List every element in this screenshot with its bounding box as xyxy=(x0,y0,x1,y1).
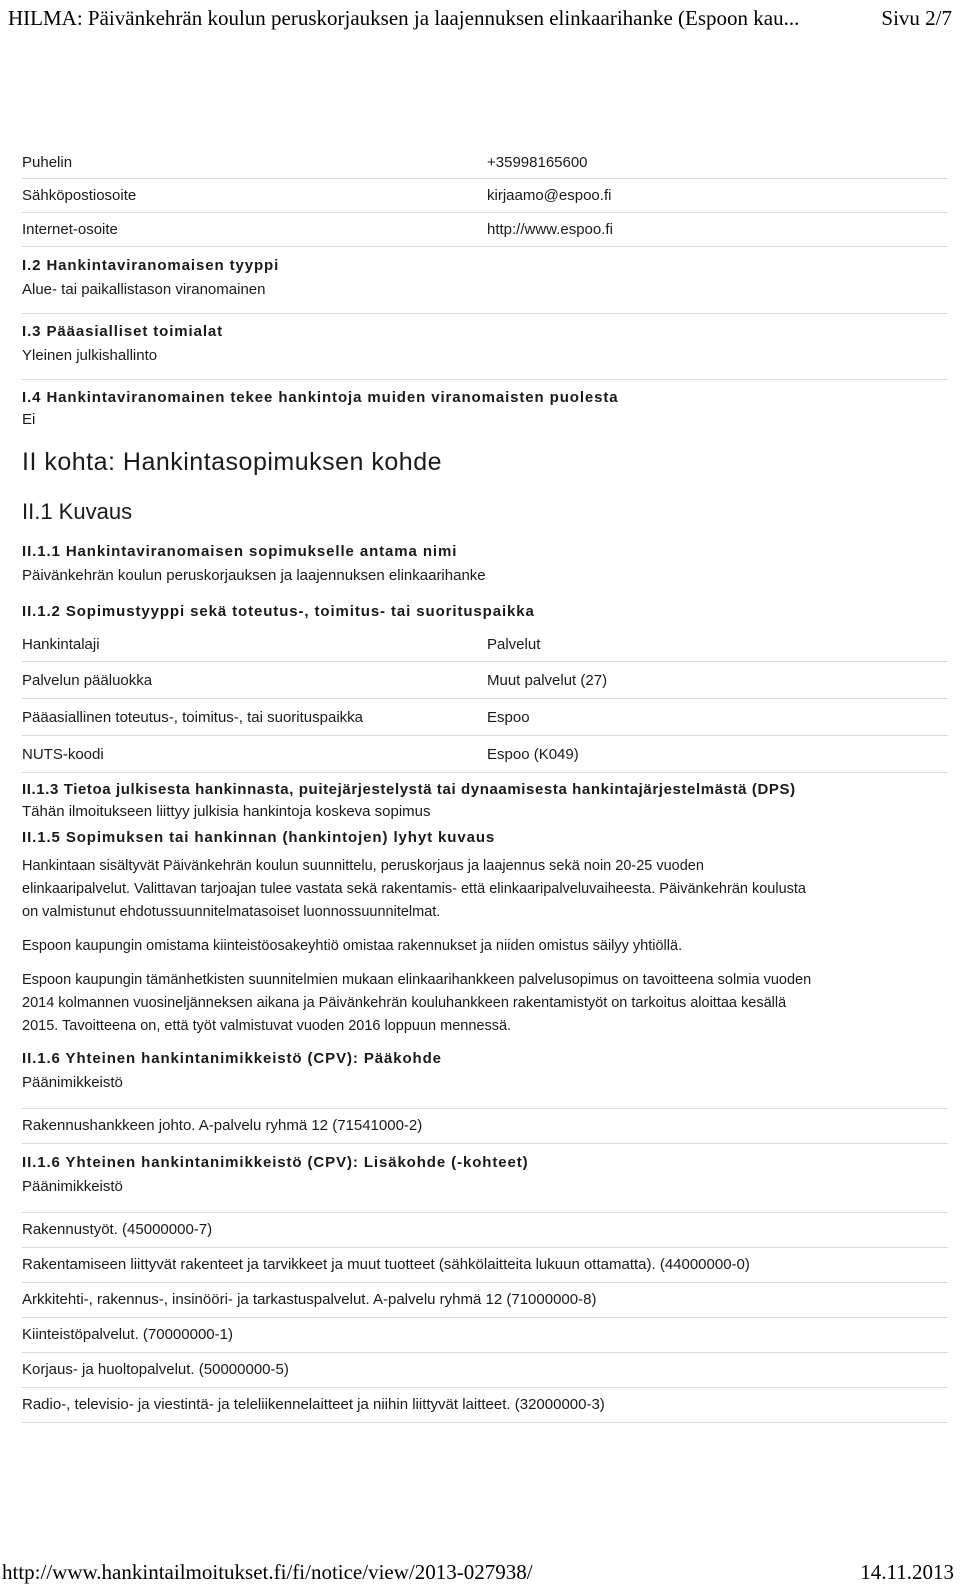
text-line: Hankintaan sisältyvät Päivänkehrän koulun suunnittelu, peruskorjaus ja laajennus sekä noin 20-25 vuoden xyxy=(22,858,704,874)
short-description-paragraph xyxy=(22,855,948,924)
contact-value[interactable]: http://www.espoo.fi xyxy=(487,221,613,238)
nuts-code-row xyxy=(22,736,948,773)
nuts-code-label: NUTS-koodi xyxy=(22,745,104,763)
text-line: 2014 kolmannen vuosineljänneksen aikana ja Päivänkehrän kouluhankkeen rakentamistyöt on tarkoitus aloittaa kesällä xyxy=(22,995,787,1011)
header-page-number: Sivu 2/7 xyxy=(881,6,952,30)
section-heading-cpv-additional: II.1.6 Yhteinen hankintanimikkeistö (CPV): Lisäkohde (-kohteet) xyxy=(22,1154,529,1171)
text-line: Espoon kaupungin tämänhetkisten suunnitelmien mukaan elinkaarihankkeen palvelusopimus on tavoitteena solmia vuoden xyxy=(22,972,812,988)
place-of-performance-row xyxy=(22,699,948,736)
part-title: II kohta: Hankintasopimuksen kohde xyxy=(22,448,443,476)
cpv-item: Rakennustyöt. (45000000-7) xyxy=(22,1213,948,1248)
text-line: elinkaaripalvelut. Valittavan tarjoajan tulee vastata sekä rakentamis- että elinkaaripalveluvaiheesta. Päivänkehrän koulusta xyxy=(22,881,806,897)
section-heading-cpv-main: II.1.6 Yhteinen hankintanimikkeistö (CPV): Pääkohde xyxy=(22,1050,442,1067)
contract-type-value: Palvelut xyxy=(487,635,541,653)
public-contract-info-value: Tähän ilmoitukseen liittyy julkisia hankintoja koskeva sopimus xyxy=(22,803,431,820)
text-line: 2015. Tavoitteena on, että työt valmistuvat vuoden 2016 loppuun mennessä. xyxy=(22,1018,512,1034)
contact-label: Puhelin xyxy=(22,153,73,171)
section-heading-contract-title: II.1.1 Hankintaviranomaisen sopimukselle antama nimi xyxy=(22,543,458,560)
contact-label: Internet-osoite xyxy=(22,221,118,238)
cpv-item: Korjaus- ja huoltopalvelut. (50000000-5) xyxy=(22,1353,948,1388)
authority-type-value: Alue- tai paikallistason viranomainen xyxy=(22,281,948,314)
cpv-item: Rakentamiseen liittyvät rakenteet ja tarvikkeet ja muut tuotteet (sähkölaitteita lukuun ottamatta). (44000000-0) xyxy=(22,1248,948,1283)
section-heading-authority-type: I.2 Hankintaviranomaisen tyyppi xyxy=(22,257,280,274)
notice-content xyxy=(22,146,948,1423)
section-heading-on-behalf: I.4 Hankintaviranomainen tekee hankintoja muiden viranomaisten puolesta xyxy=(22,389,619,406)
place-of-performance-value: Espoo xyxy=(487,708,530,726)
main-activities-value: Yleinen julkishallinto xyxy=(22,347,948,380)
section-heading-contract-type: II.1.2 Sopimustyyppi sekä toteutus-, toimitus- tai suorituspaikka xyxy=(22,603,535,620)
page-footer xyxy=(2,1560,954,1590)
subsection-title: II.1 Kuvaus xyxy=(22,499,133,524)
contact-row-website xyxy=(22,213,948,247)
service-category-row xyxy=(22,662,948,699)
footer-date: 14.11.2013 xyxy=(860,1560,954,1584)
section-heading-short-description: II.1.5 Sopimuksen tai hankinnan (hankintojen) lyhyt kuvaus xyxy=(22,829,496,846)
contact-row-phone xyxy=(22,146,948,179)
contract-type-row xyxy=(22,627,948,662)
contact-label: Sähköpostiosoite xyxy=(22,187,137,204)
section-heading-main-activities: I.3 Pääasialliset toimialat xyxy=(22,323,224,340)
nuts-code-value: Espoo (K049) xyxy=(487,745,579,763)
contact-value: +35998165600 xyxy=(487,153,588,171)
place-of-performance-label: Pääasiallinen toteutus-, toimitus-, tai suorituspaikka xyxy=(22,708,364,726)
footer-url[interactable]: http://www.hankintailmoitukset.fi/fi/notice/view/2013-027938/ xyxy=(2,1560,533,1584)
contact-row-email xyxy=(22,179,948,213)
short-description-paragraph xyxy=(22,935,948,958)
service-category-value: Muut palvelut (27) xyxy=(487,671,608,689)
contact-value[interactable]: kirjaamo@espoo.fi xyxy=(487,187,612,204)
contract-title-value: Päivänkehrän koulun peruskorjauksen ja laajennuksen elinkaarihanke xyxy=(22,567,486,584)
cpv-item: Kiinteistöpalvelut. (70000000-1) xyxy=(22,1318,948,1353)
text-line: on valmistunut ehdotussuunnitelmatasoiset luonnossuunnitelmat. xyxy=(22,904,441,920)
cpv-additional-label: Päänimikkeistö xyxy=(22,1178,948,1213)
text-line: Espoon kaupungin omistama kiinteistöosakeyhtiö omistaa rakennukset ja niiden omistus säilyy yhtiöllä. xyxy=(22,938,683,954)
short-description-paragraph xyxy=(22,969,948,1038)
header-title: HILMA: Päivänkehrän koulun peruskorjauksen ja laajennuksen elinkaarihanke (Espoon kau... xyxy=(8,6,800,30)
contract-type-label: Hankintalaji xyxy=(22,635,100,653)
section-heading-public-contract-info: II.1.3 Tietoa julkisesta hankinnasta, puitejärjestelystä tai dynaamisesta hankintajärjestelmästä (DPS) xyxy=(22,781,796,798)
on-behalf-value: Ei xyxy=(22,411,36,428)
cpv-item: Arkkitehti-, rakennus-, insinööri- ja tarkastuspalvelut. A-palvelu ryhmä 12 (71000000-8) xyxy=(22,1283,948,1318)
service-category-label: Palvelun pääluokka xyxy=(22,671,153,689)
page-header xyxy=(8,6,952,36)
cpv-main-value: Rakennushankkeen johto. A-palvelu ryhmä 12 (71541000-2) xyxy=(22,1109,948,1144)
cpv-item: Radio-, televisio- ja viestintä- ja teleliikennelaitteet ja niihin liittyvät laitteet. (32000000-3) xyxy=(22,1388,948,1423)
cpv-main-label: Päänimikkeistö xyxy=(22,1074,948,1109)
